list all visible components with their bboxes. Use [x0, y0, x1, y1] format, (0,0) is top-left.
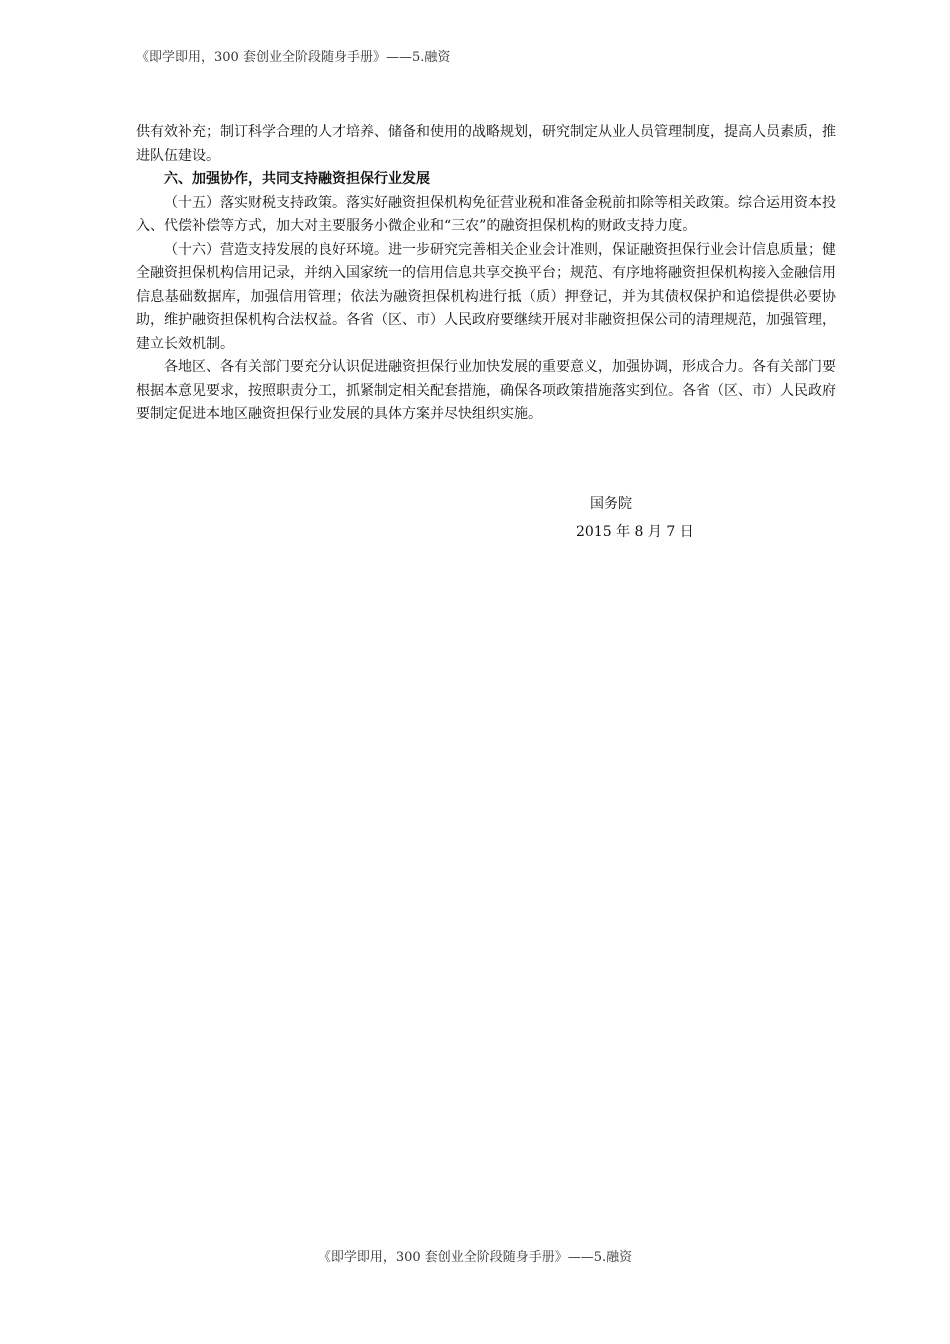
- paragraph-closing: 各地区、各有关部门要充分认识促进融资担保行业加快发展的重要意义，加强协调，形成合力。各有关部门要根据本意见要求，按照职责分工，抓紧制定相关配套措施，确保各项政策措施落实到位。各省（区、市）人民政府要制定促进本地区融资担保行业发展的具体方案并尽快组织实施。: [136, 359, 836, 422]
- item-16-text: 进一步研究完善相关企业会计准则，保证融资担保行业会计信息质量；健全融资担保机构信用记录，并纳入国家统一的信用信息共享交换平台；规范、有序地将融资担保机构接入金融信用信息基础数据库，加强信用管理；依法为融资担保机构进行抵（质）押登记，并为其债权保护和追偿提供必要协助，维护融资担保机构合法权益。各省（区、市）人民政府要继续开展对非融资担保公司的清理规范，加强管理，建立长效机制。: [136, 241, 836, 352]
- paragraph-continuation: 供有效补充；制订科学合理的人才培养、储备和使用的战略规划，研究制定从业人员管理制度，提高人员素质，推进队伍建设。: [136, 124, 836, 164]
- paragraph-item-16: [136, 239, 836, 357]
- section-heading: 六、加强协作，共同支持融资担保行业发展: [164, 171, 430, 187]
- document-body: [136, 121, 836, 427]
- signature-issuer: 国务院: [590, 496, 632, 512]
- item-15-lead: （十五）落实财税支持政策。: [164, 194, 346, 211]
- page-footer: 《即学即用，300 套创业全阶段随身手册》——5.融资: [317, 1250, 633, 1265]
- item-16-lead: （十六）营造支持发展的良好环境。: [164, 241, 388, 258]
- signature-date: 2015 年 8 月 7 日: [576, 524, 694, 540]
- item-15-text: 落实好融资担保机构免征营业税和准备金税前扣除等相关政策。综合运用资本投入、代偿补偿等方式，加大对主要服务小微企业和“三农”的融资担保机构的财政支持力度。: [136, 194, 836, 234]
- paragraph-item-15: [136, 192, 836, 239]
- page-header: 《即学即用，300 套创业全阶段随身手册》——5.融资: [136, 50, 451, 65]
